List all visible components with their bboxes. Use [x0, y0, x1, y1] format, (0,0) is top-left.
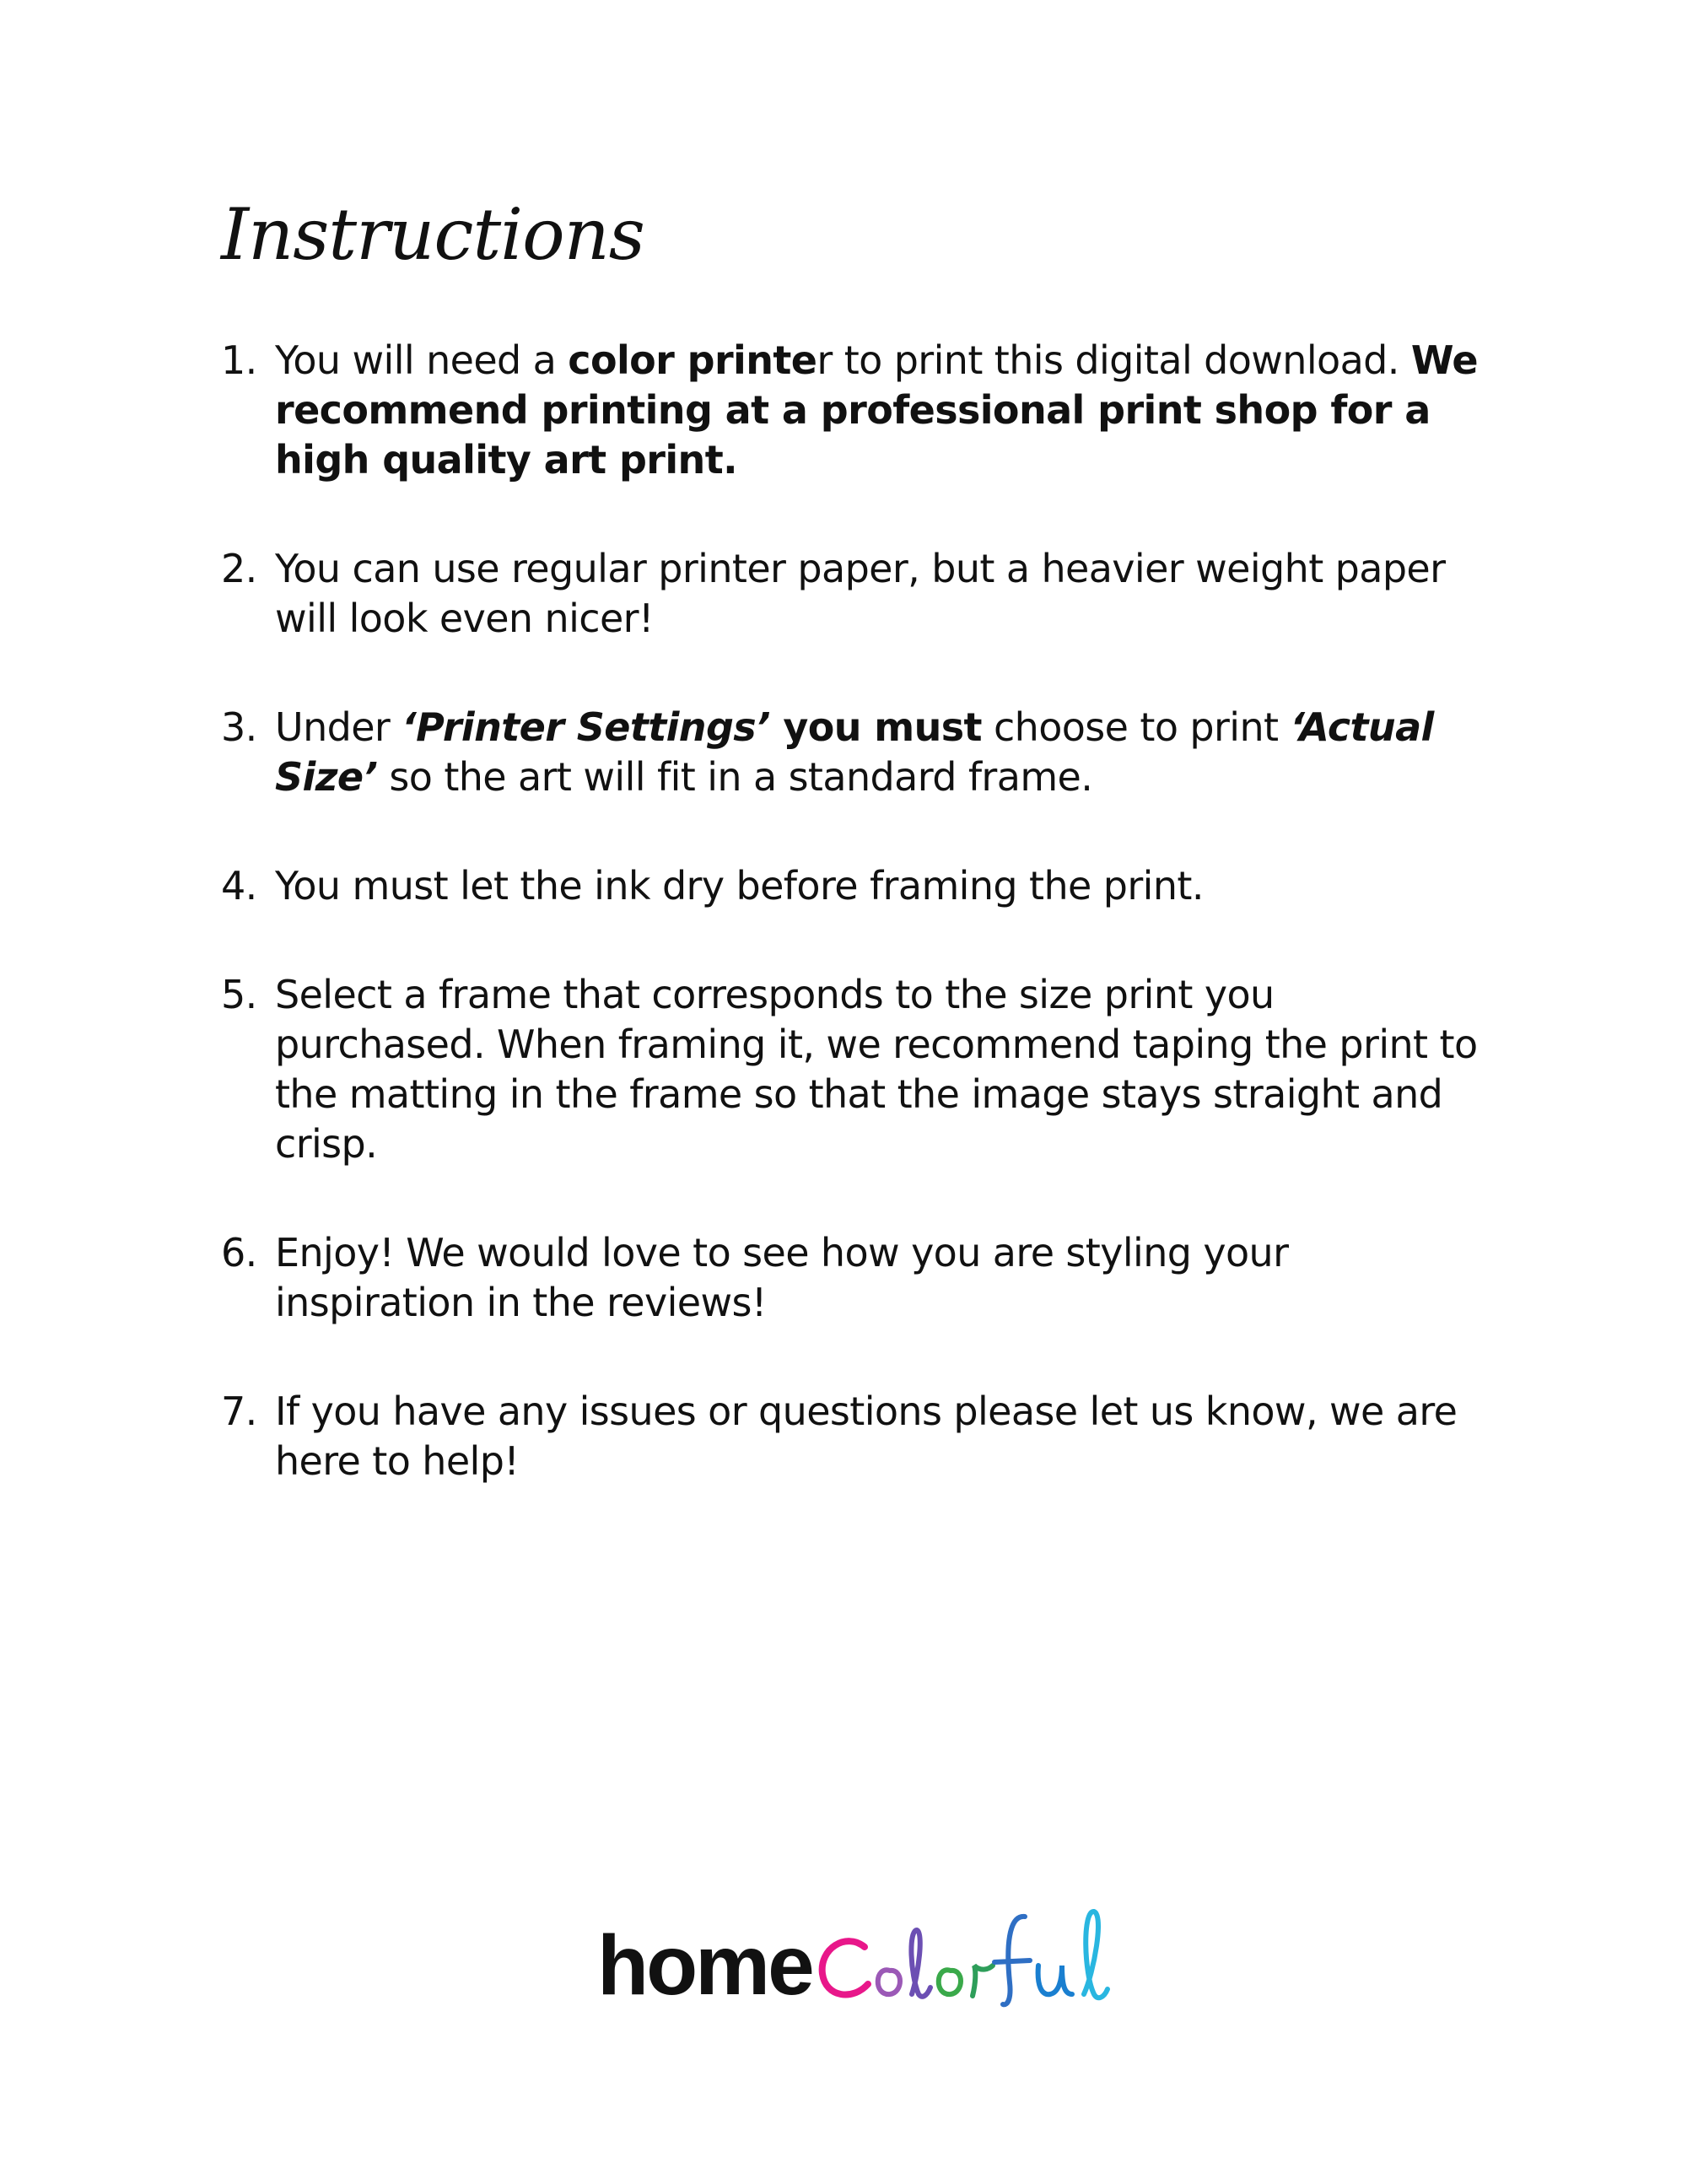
logo-letter-o2 — [938, 1970, 960, 1994]
logo-letter-l — [911, 1930, 930, 1997]
step-text: Enjoy! We would love to see how you are styling your inspiration in the reviews! — [275, 1230, 1289, 1325]
instruction-step-3 — [221, 703, 1486, 802]
page-title: Instructions — [221, 193, 644, 276]
step-number: 6. — [221, 1230, 257, 1275]
step-text: Under ‘Printer Settings’ you must choose to print ‘Actual Size’ so the art will fit in a standard frame. — [275, 704, 1434, 800]
logo-letter-o — [877, 1970, 899, 1994]
step-text: If you have any issues or questions please let us know, we are here to help! — [275, 1389, 1458, 1484]
logo-wordmark-home: home — [597, 1918, 812, 2013]
instruction-step-6 — [221, 1228, 1486, 1328]
step-number: 3. — [221, 704, 257, 750]
step-number: 5. — [221, 972, 257, 1017]
instruction-step-2 — [221, 544, 1486, 644]
logo-letter-c — [822, 1941, 867, 1994]
step-text: Select a frame that corresponds to the size print you purchased. When framing it, we recommend taping the print to the matting in the frame so that the image stays straight and crisp. — [275, 972, 1478, 1167]
logo-letter-u — [1038, 1966, 1071, 1994]
instruction-step-5 — [221, 970, 1486, 1169]
brand-logo — [597, 1881, 1116, 2013]
step-text: You must let the ink dry before framing the print. — [275, 863, 1204, 909]
instruction-step-4 — [221, 861, 1486, 911]
step-number: 2. — [221, 546, 257, 591]
logo-script-colorful — [812, 1881, 1116, 2008]
step-number: 4. — [221, 863, 257, 909]
logo-letter-f — [994, 1917, 1030, 2004]
step-text: You will need a color printer to print this digital download. We recommend printing at a professional print shop for a high quality art print. — [275, 337, 1478, 483]
instructions-list — [221, 336, 1486, 1545]
step-number: 1. — [221, 337, 257, 383]
logo-letter-l2 — [1084, 1912, 1108, 1998]
logo-letter-r — [973, 1966, 993, 1996]
instruction-step-7 — [221, 1387, 1486, 1486]
step-number: 7. — [221, 1389, 257, 1434]
instruction-step-1 — [221, 336, 1486, 485]
step-text: You can use regular printer paper, but a heavier weight paper will look even nicer! — [275, 546, 1446, 641]
